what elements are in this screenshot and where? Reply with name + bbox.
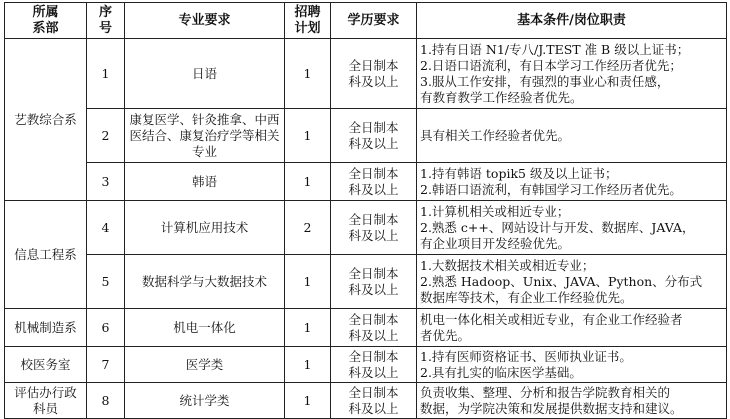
dept-hospital: 校医务室 — [5, 347, 87, 383]
row-major: 日语 — [125, 39, 285, 109]
row-no: 2 — [87, 109, 125, 163]
row-count: 1 — [285, 309, 331, 347]
row-edu: 全日制本科及以上 — [331, 109, 417, 163]
table-row — [5, 309, 727, 347]
row-cond: 1.持有日语 N1/专八/J.TEST 准 B 级以上证书； 2.日语口语流利，有日本学习工作经历者优先； 3.服从工作安排，有强烈的事业心和责任感， 有教育教学工作经验者优先。 — [417, 39, 727, 109]
row-major: 康复医学、针灸推拿、中西医结合、康复治疗学等相关专业 — [125, 109, 285, 163]
row-no: 3 — [87, 163, 125, 201]
table-row — [5, 163, 727, 201]
table-row — [5, 201, 727, 255]
row-no: 7 — [87, 347, 125, 383]
row-count: 1 — [285, 383, 331, 419]
row-no: 6 — [87, 309, 125, 347]
header-cond: 基本条件/岗位职责 — [417, 3, 727, 39]
table-row — [5, 347, 727, 383]
row-edu: 全日制本科及以上 — [331, 163, 417, 201]
row-no: 8 — [87, 383, 125, 419]
row-major: 统计学类 — [125, 383, 285, 419]
row-cond: 1.持有医师资格证书、医师执业证书。 2.具有扎实的临床医学基础。 — [417, 347, 727, 383]
dept-arts: 艺教综合系 — [5, 39, 87, 201]
row-cond: 1.大数据技术相关或相近专业； 2.熟悉 Hadoop、Unix、JAVA、Python、分布式 数据库等技术，有企业工作经验优先。 — [417, 255, 727, 309]
row-cond: 负责收集、整理、分析和报告学院教育相关的 数据，为学院决策和发展提供数据支持和建议。 — [417, 383, 727, 419]
dept-info: 信息工程系 — [5, 201, 87, 309]
header-count: 招聘计划 — [285, 3, 331, 39]
row-major: 医学类 — [125, 347, 285, 383]
row-count: 1 — [285, 347, 331, 383]
table-row — [5, 383, 727, 419]
row-edu: 全日制本科及以上 — [331, 255, 417, 309]
row-no: 1 — [87, 39, 125, 109]
row-cond: 具有相关工作经验者优先。 — [417, 109, 727, 163]
row-count: 1 — [285, 109, 331, 163]
row-edu: 全日制本科及以上 — [331, 383, 417, 419]
row-major: 机电一体化 — [125, 309, 285, 347]
row-count: 2 — [285, 201, 331, 255]
row-cond: 1.持有韩语 topik5 级及以上证书； 2.韩语口语流利，有韩国学习工作经历者优先。 — [417, 163, 727, 201]
row-no: 5 — [87, 255, 125, 309]
row-major: 计算机应用技术 — [125, 201, 285, 255]
row-edu: 全日制本科及以上 — [331, 347, 417, 383]
header-no: 序号 — [87, 3, 125, 39]
row-major: 数据科学与大数据技术 — [125, 255, 285, 309]
row-count: 1 — [285, 255, 331, 309]
row-cond: 1.计算机相关或相近专业； 2.熟悉 c++、网站设计与开发、数据库、JAVA， 有企业项目开发经验优先。 — [417, 201, 727, 255]
row-edu: 全日制本科及以上 — [331, 309, 417, 347]
row-edu: 全日制本科及以上 — [331, 201, 417, 255]
dept-mech: 机械制造系 — [5, 309, 87, 347]
recruitment-table — [4, 2, 727, 419]
row-count: 1 — [285, 39, 331, 109]
row-major: 韩语 — [125, 163, 285, 201]
header-major: 专业要求 — [125, 3, 285, 39]
row-edu: 全日制本科及以上 — [331, 39, 417, 109]
header-edu: 学历要求 — [331, 3, 417, 39]
dept-eval: 评估办行政科员 — [5, 383, 87, 419]
row-cond: 机电一体化相关或相近专业，有企业工作经验者 者优先。 — [417, 309, 727, 347]
header-dept: 所属系部 — [5, 3, 87, 39]
table-row — [5, 109, 727, 163]
table-row — [5, 255, 727, 309]
header-row — [5, 3, 727, 39]
row-count: 1 — [285, 163, 331, 201]
row-no: 4 — [87, 201, 125, 255]
table-row — [5, 39, 727, 109]
